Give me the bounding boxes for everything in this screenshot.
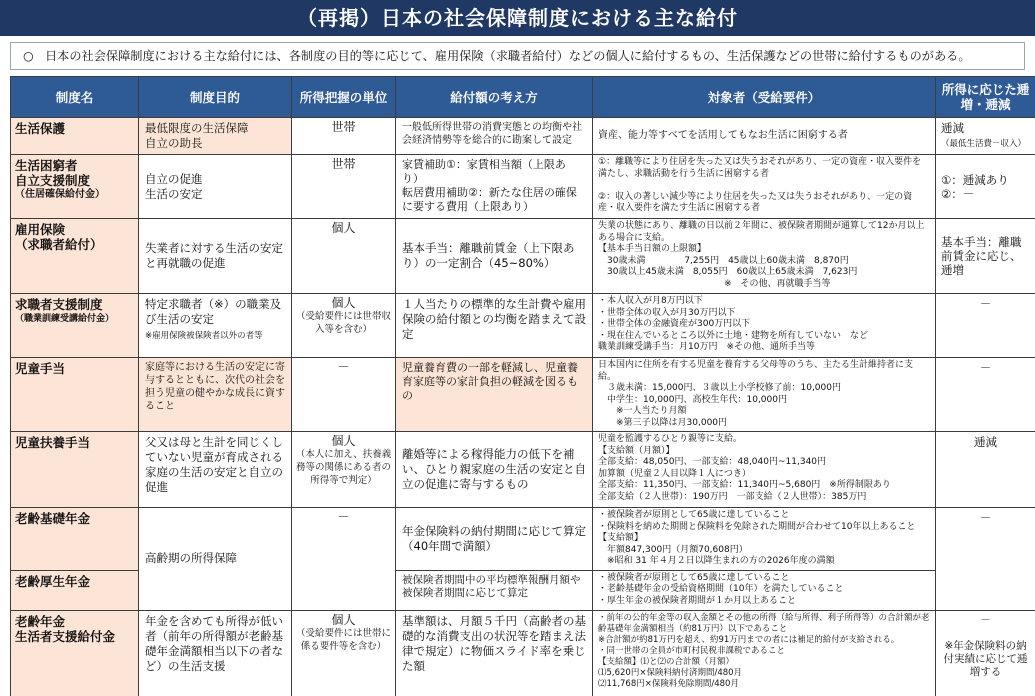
- purpose-cell: 高齢期の所得保障: [139, 508, 292, 611]
- purpose-text: 特定求職者（※）の職業及び生活の安定: [145, 297, 282, 326]
- system-name: 求職者支援制度: [15, 297, 103, 312]
- unit-note: （受給要件には世帯に係る要件等を含む）: [295, 627, 391, 652]
- purpose-cell: 年金を含めても所得が低い者（前年の所得額が老齢基礎年金満額相当以下の者など）の生活支援: [139, 610, 292, 696]
- adjustment-cell: －: [936, 508, 1035, 611]
- unit-note: （受給要件には世帯収入等を含む）: [295, 311, 391, 335]
- purpose-cell: 自立の促進 生活の安定: [139, 155, 292, 219]
- header-eligibility: 対象者（受給要件）: [593, 77, 936, 118]
- amount-basis-cell: １人当たりの標準的な生計費や雇用保険の給付額との均衡を踏まえて設定: [396, 294, 593, 358]
- amount-basis-cell: 年金保険料の納付期間に応じて算定（40年間で満額）: [396, 508, 593, 571]
- page-title: （再掲）日本の社会保障制度における主な給付: [0, 0, 1035, 36]
- purpose-cell: [139, 294, 292, 358]
- adjustment-cell: ①：逓減あり ②：－: [936, 155, 1035, 219]
- adjustment-cell: [936, 118, 1035, 155]
- purpose-cell: 家庭等における生活の安定に寄与するとともに、次代の社会を担う児童の健やかな成長に資すること: [139, 358, 292, 432]
- adjustment-cell: 基本手当：離職前賃金に応じ、逓増: [936, 219, 1035, 294]
- table-row: [11, 432, 1035, 508]
- amount-basis-cell: 基準額は、月額５千円（高齢者の基礎的な消費支出の状況等を踏まえ法律で規定）に物価スライド率を乗じた額: [396, 610, 593, 696]
- table-header-row: [11, 77, 1035, 118]
- header-income-adjustment: 所得に応じた逓増・逓減: [936, 77, 1035, 118]
- purpose-cell: 父又は母と生計を同じくしていない児童が育成される家庭の生活の安定と自立の促進: [139, 432, 292, 508]
- system-name-cell: [11, 155, 139, 219]
- unit-cell: [292, 610, 396, 696]
- system-name-cell: [11, 294, 139, 358]
- unit-cell: －: [292, 358, 396, 432]
- header-amount-basis: 給付額の考え方: [396, 77, 593, 118]
- purpose-cell: 最低限度の生活保障 自立の助長: [139, 118, 292, 155]
- header-income-unit: 所得把握の単位: [292, 77, 396, 118]
- eligibility-cell: ・本人収入が月8万円以下 ・世帯全体の収入が月30万円以下 ・世帯全体の金融資産が300万円以下 ・現在住んでいるところ以外に土地・建物を所有していない など 職業訓練受講手当：月10万円 ※その他、通所手当等: [593, 294, 936, 358]
- unit-cell: －: [292, 508, 396, 611]
- adjustment-cell: 逓減: [936, 432, 1035, 508]
- eligibility-cell: 日本国内に住所を有する児童を養育する父母等のうち、主たる生計維持者に支給。 ３歳未満：15,000円、３歳以上小学校修了前：10,000円 中学生：10,000円、高校生年代：10,000円 ※一人当たり月額 ※第三子以降は月30,000円: [593, 358, 936, 432]
- circle-bullet-icon: ○: [23, 49, 34, 63]
- system-name: 老齢厚生年金: [11, 570, 139, 610]
- unit-text: 個人: [331, 296, 356, 310]
- table-row: [11, 219, 1035, 294]
- eligibility-cell: ・前年の公的年金等の収入金額とその他の所得（給与所得、利子所得等）の合計額が老齢基礎年金満額相当（約81万円）以下であること ※合計額が約81万円を超え、約91万円までの者には補足的給付が支給される。 ・同一世帯の全員が市町村民税非課税であること 【支給額】⑴と⑵の合計額（月額） ⑴5,620円×保険料納付済期間/480月 ⑵11,768円×保険料免除期間/480月: [593, 610, 936, 696]
- unit-cell: 世帯: [292, 155, 396, 219]
- system-name-sub: （住居確保給付金）: [15, 189, 105, 200]
- table-row: [11, 610, 1035, 696]
- eligibility-cell: ①：離職等により住居を失った又は失うおそれがあり、一定の資産・収入要件を満たし、求職活動を行う生活に困窮する者 ②：収入の著しい減少等により住居を失った又は失うおそれがあり、一定の資産・収入要件を満たす生活に困窮する者: [593, 155, 936, 219]
- table-row: [11, 155, 1035, 219]
- purpose-cell: 失業者に対する生活の安定と再就職の促進: [139, 219, 292, 294]
- unit-note: （本人に加え、扶養義務等の関係にある者の所得等で判定）: [295, 449, 392, 486]
- unit-cell: 世帯: [292, 118, 396, 155]
- eligibility-cell: 資産、能力等すべてを活用してもなお生活に困窮する者: [593, 118, 936, 155]
- unit-text: 個人: [331, 612, 356, 627]
- amount-basis-cell: 一般低所得世帯の消費実態との均衡や社会経済情勢等を総合的に勘案して設定: [396, 118, 593, 155]
- system-name: 児童扶養手当: [11, 432, 139, 508]
- unit-cell: [292, 432, 396, 508]
- table-row: [11, 294, 1035, 358]
- purpose-note: ※雇用保険被保険者以外の者等: [145, 331, 263, 341]
- amount-basis-cell: 基本手当：離職前賃金（上下限あり）の一定割合（45~80%）: [396, 219, 593, 294]
- adjustment-cell: －: [936, 358, 1035, 432]
- table-row: [11, 118, 1035, 155]
- system-name: 児童手当: [11, 358, 139, 432]
- intro-text: 日本の社会保障制度における主な給付には、各制度の目的等に応じて、雇用保険（求職者給付）などの個人に給付するもの、生活保護などの世帯に給付するものがある。: [45, 49, 971, 63]
- unit-cell: 個人: [292, 219, 396, 294]
- amount-basis-cell: 児童養育費の一部を軽減し、児童養育家庭等の家計負担の軽減を図るもの: [396, 358, 593, 432]
- header-purpose: 制度目的: [139, 77, 292, 118]
- system-name: 老齢基礎年金: [11, 508, 139, 571]
- intro-box: [10, 42, 1025, 70]
- adjustment-text: 逓減: [941, 121, 964, 135]
- system-name: 生活保護: [11, 118, 139, 155]
- system-name: 老齢年金 生活者支援給付金: [11, 610, 139, 696]
- table-row: [11, 358, 1035, 432]
- header-system-name: 制度名: [11, 77, 139, 118]
- unit-text: 個人: [331, 434, 356, 448]
- unit-cell: [292, 294, 396, 358]
- adjustment-cell: － ※年金保険料の納付実績に応じて逓増する: [936, 610, 1035, 696]
- table-row: [11, 508, 1035, 571]
- adjustment-note: （最低生活費－収入）: [941, 139, 1027, 149]
- eligibility-cell: 児童を監護するひとり親等に支給。 【支給額（月額）】 全部支給：48,050円、一部支給：48,040円~11,340円 加算額（児童２人目以降１人につき） 全部支給：11,350円、一部支給：11,340円~5,680円 ※所得制限あり 全部支給（２人世帯）：190万円 一部支給（２人世帯）：385万円: [593, 432, 936, 508]
- benefits-table: [10, 76, 1035, 696]
- amount-basis-cell: 離婚等による稼得能力の低下を補い、ひとり親家庭の生活の安定と自立の促進に寄与するもの: [396, 432, 593, 508]
- amount-basis-cell: 被保険者期間中の平均標準報酬月額や被保険者期間に応じて算定: [396, 570, 593, 610]
- adjustment-cell: －: [936, 294, 1035, 358]
- system-name: 雇用保険 （求職者給付）: [11, 219, 139, 294]
- system-name-sub: （職業訓練受講給付金）: [15, 314, 115, 324]
- eligibility-cell: ・被保険者が原則として65歳に達していること ・老齢基礎年金の受給資格期間（10年）を満たしていること ・厚生年金の被保険者期間が１か月以上あること: [593, 570, 936, 610]
- amount-basis-cell: 家賃補助①：家賃相当額（上限あり） 転居費用補助②：新たな住居の確保に要する費用（上限あり）: [396, 155, 593, 219]
- eligibility-cell: 失業の状態にあり、離職の日以前２年間に、被保険者期間が通算して12か月以上ある場合に支給。 【基本手当日額の上限額】 30歳未満 7,255円 45歳以上60歳未満 8,870円 30歳以上45歳未満 8,055円 60歳以上65歳未満 7,623円 ※ その他、再就職手当等: [593, 219, 936, 294]
- system-name: 生活困窮者 自立支援制度: [15, 158, 91, 188]
- eligibility-cell: ・被保険者が原則として65歳に達していること ・保険料を納めた期間と保険料を免除された期間が合わせて10年以上あること 【支給額】 年額847,300円（月額70,608円） ※昭和 31 年４月２日以降生まれの方の2026年度の満額: [593, 508, 936, 571]
